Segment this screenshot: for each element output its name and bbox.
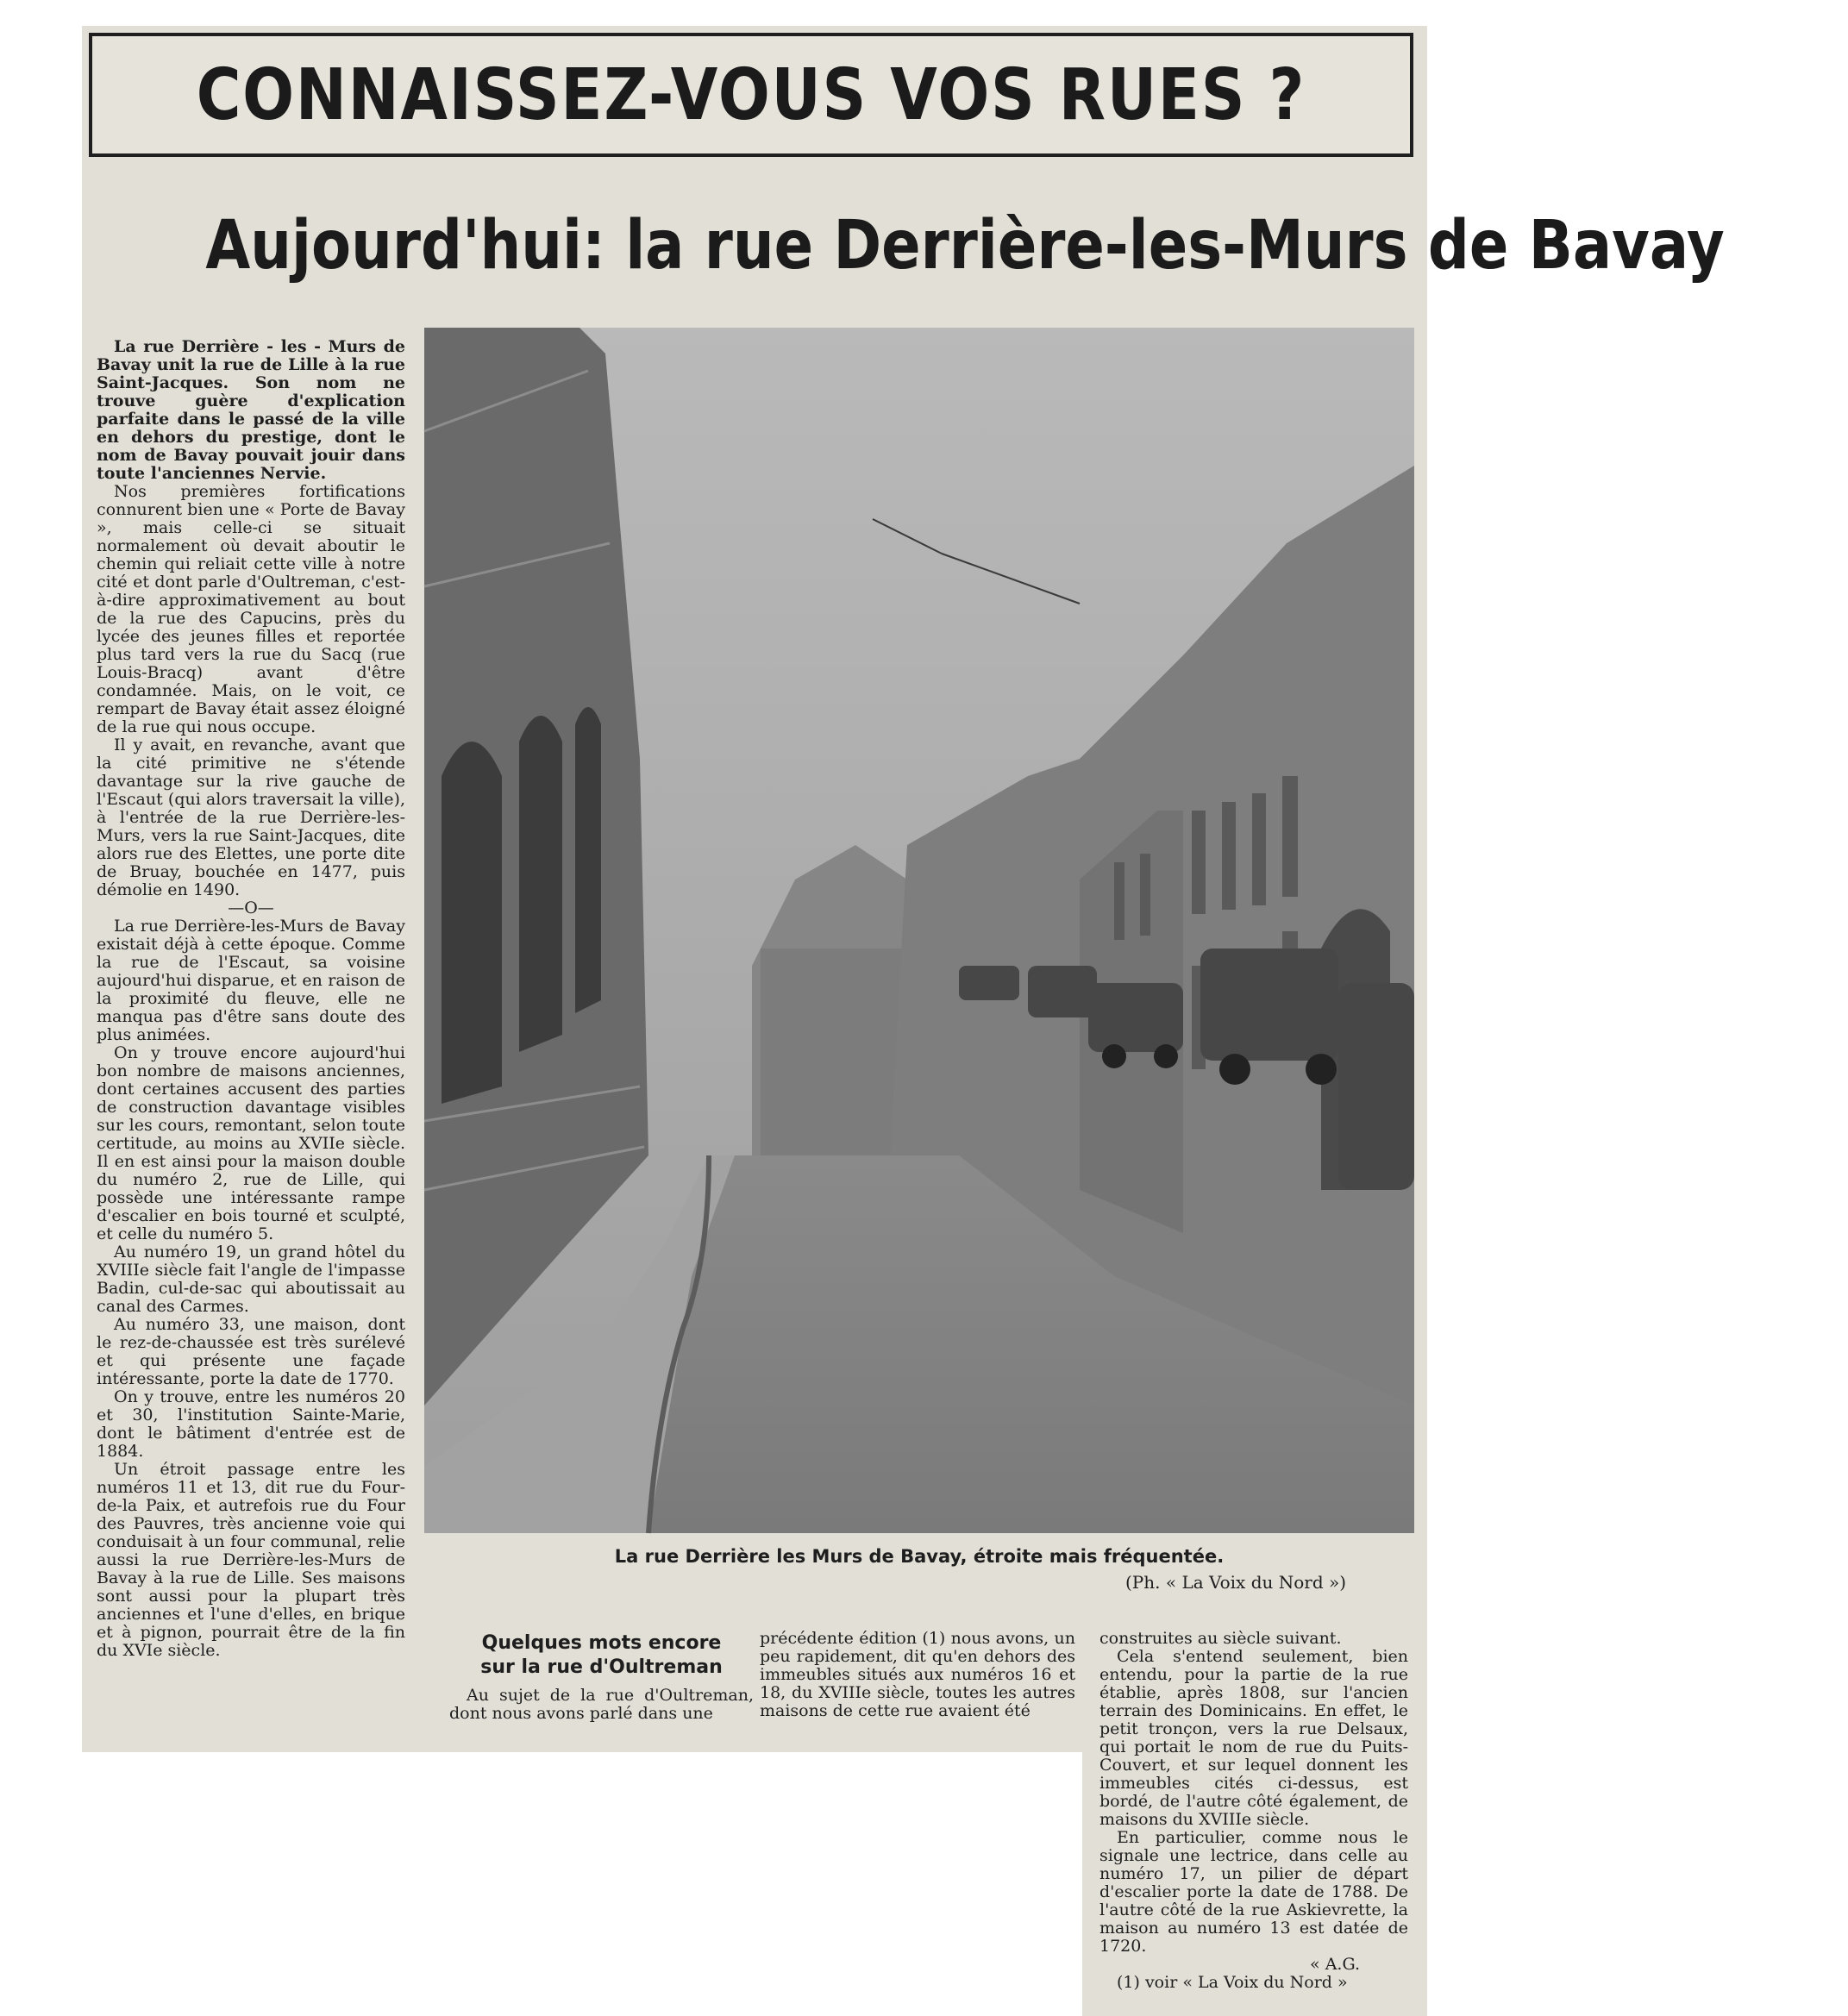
sidebar-intro: Au sujet de la rue d'Oultreman, dont nous avons parlé dans une xyxy=(449,1686,754,1723)
sidebar-paragraph: construites au siècle suivant. xyxy=(1099,1629,1342,1648)
article-paragraph: La rue Derrière-les-Murs de Bavay existait déjà à cette époque. Comme la rue de l'Escaut, sa voisine aujourd'hui disparue, et en raison de la proximité du fleuve, elle ne manqua pas d'être sans doute des plus animées. xyxy=(97,917,405,1044)
sidebar-paragraph: En particulier, comme nous le signale une lectrice, dans celle au numéro 17, un pilier de départ d'escalier porte la date de 1788. De l'autre côté de la rue Askievrette, la maison au numéro 13 est datée de 1720. xyxy=(1099,1828,1408,1956)
sidebar-column-3 xyxy=(1099,1630,1408,1992)
article-paragraph: On y trouve encore aujourd'hui bon nombre de maisons anciennes, dont certaines accusent des parties de construction davantage visibles sur les cours, remontant, selon toute certitude, au moins au XVIIe siècle. Il en est ainsi pour la maison double du numéro 2, rue de Lille, qui possède une intéressante rampe d'escalier en bois tourné et sculpté, et celle du numéro 5. xyxy=(97,1043,405,1243)
sidebar-title xyxy=(449,1631,754,1680)
article-paragraph: Nos premières fortifications connurent bien une « Porte de Bavay », mais celle-ci se situait normalement où devait aboutir le chemin qui reliait cette ville à notre cité et dont parle d'Oultreman, c'est-à-dire approximativement au bout de la rue des Capucins, près du lycée des jeunes filles et reportée plus tard vers la rue du Sacq (rue Louis-Bracq) avant d'être condamnée. Mais, on le voit, ce rempart de Bavay était assez éloigné de la rue qui nous occupe. xyxy=(97,482,405,736)
banner-title: CONNAISSEZ-VOUS VOS RUES ? xyxy=(196,53,1306,136)
sidebar-column-intro xyxy=(449,1632,754,1723)
headline-text: Aujourd'hui: la rue Derrière-les-Murs de Bavay xyxy=(205,207,1725,285)
photo-caption: La rue Derrière les Murs de Bavay, étroite mais fréquentée. xyxy=(614,1546,1225,1567)
author-signature: « A.G. xyxy=(1310,1955,1360,1974)
article-paragraph: Au numéro 33, une maison, dont le rez-de-chaussée est très surélevé et qui présente une façade intéressante, porte la date de 1770. xyxy=(97,1315,405,1388)
article-column-1 xyxy=(97,338,405,1660)
sidebar-paragraph: Cela s'entend seulement, bien entendu, pour la partie de la rue établie, après 1808, sur l'ancien terrain des Dominicains. En effet, le petit tronçon, vers la rue Delsaux, qui portait le nom de rue du Puits-Couvert, et sur lequel donnent les immeubles cités ci-dessus, est bordé, de l'autre côté également, de maisons du XVIIIe siècle. xyxy=(1099,1647,1408,1829)
sidebar-paragraph: précédente édition (1) nous avons, un peu rapidement, dit qu'en dehors des immeubles situés aux numéros 16 et 18, du XVIIIe siècle, toutes les autres maisons de cette rue avaient été xyxy=(760,1629,1075,1720)
sidebar-title-line-1: Quelques mots encore xyxy=(481,1632,722,1654)
article-paragraph: Au numéro 19, un grand hôtel du XVIIIe siècle fait l'angle de l'impasse Badin, cul-de-sac qui aboutissait au canal des Carmes. xyxy=(97,1243,405,1316)
article-lead: La rue Derrière - les - Murs de Bavay unit la rue de Lille à la rue Saint-Jacques. Son nom ne trouve guère d'explication parfaite dans le passé de la ville en dehors du prestige, dont le nom de Bavay pouvait jouir dans toute l'anciennes Nervie. xyxy=(97,337,405,483)
street-photo xyxy=(424,328,1414,1533)
newspaper-clipping xyxy=(82,26,1725,2016)
article-paragraph: Un étroit passage entre les numéros 11 et 13, dit rue du Four-de-la Paix, et autrefois rue du Four des Pauvres, très ancienne voie qui conduisait à un four communal, relie aussi la rue Derrière-les-Murs de Bavay à la rue de Lille. Ses maisons sont aussi pour la plupart très anciennes et l'une d'elles, en brique et à pignon, pourrait être de la fin du XVIe siècle. xyxy=(97,1460,405,1660)
series-banner xyxy=(89,33,1413,157)
article-paragraph: Il y avait, en revanche, avant que la cité primitive ne s'étende davantage sur la rive gauche de l'Escaut (qui alors traversait la ville), à l'entrée de la rue Derrière-les-Murs, vers la rue Saint-Jacques, dite alors rue des Elettes, une porte dite de Bruay, bouchée en 1477, puis démolie en 1490. xyxy=(97,736,405,899)
sidebar-column-2 xyxy=(760,1630,1075,1720)
footnote: (1) voir « La Voix du Nord » xyxy=(1117,1973,1348,1992)
article-headline xyxy=(82,207,1725,285)
photo-credit: (Ph. « La Voix du Nord ») xyxy=(1125,1572,1347,1593)
article-paragraph: On y trouve, entre les numéros 20 et 30, l'institution Sainte-Marie, dont le bâtiment d'entrée est de 1884. xyxy=(97,1387,405,1461)
section-separator: —O— xyxy=(228,898,274,917)
sidebar-title-line-2: sur la rue d'Oultreman xyxy=(480,1656,723,1678)
